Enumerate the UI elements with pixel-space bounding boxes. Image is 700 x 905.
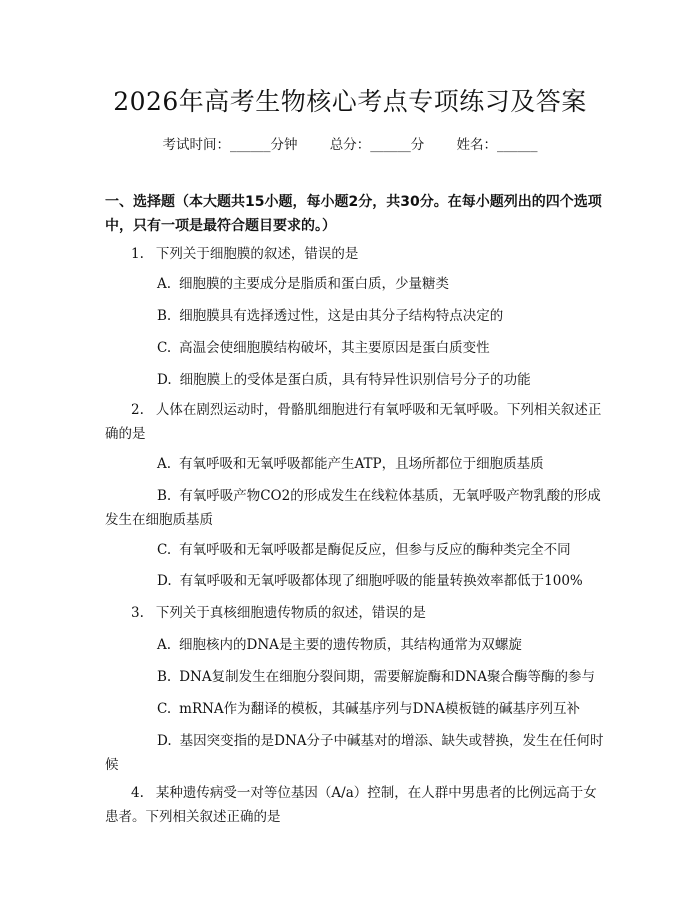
option-text: 基因突变指的是DNA分子中碱基对的增添、缺失或替换，发生在任何时候 — [105, 733, 604, 773]
option-letter: C. — [157, 542, 172, 558]
question-stem: 人体在剧烈运动时，骨骼肌细胞进行有氧呼吸和无氧呼吸。下列相关叙述正确的是 — [105, 402, 602, 442]
question-number: 3. — [131, 605, 144, 621]
option-letter: B. — [157, 669, 172, 685]
option-text: DNA复制发生在细胞分裂间期，需要解旋酶和DNA聚合酶等酶的参与 — [179, 669, 595, 685]
option-letter: C. — [157, 701, 172, 717]
exam-meta — [0, 133, 700, 153]
exam-time-field: 考试时间：______分钟 — [162, 137, 298, 153]
question-number: 2. — [131, 402, 144, 418]
section-heading: 一、选择题（本大题共15小题，每小题2分，共30分。在每小题列出的四个选项中，只有一项是最符合题目要求的。） — [105, 194, 602, 234]
question-2-option-a — [105, 452, 605, 476]
option-text: 细胞膜具有选择透过性，这是由其分子结构特点决定的 — [179, 308, 504, 324]
option-text: 细胞核内的DNA是主要的遗传物质，其结构通常为双螺旋 — [179, 637, 522, 653]
option-text: mRNA作为翻译的模板，其碱基序列与DNA模板链的碱基序列互补 — [179, 701, 581, 717]
question-2-option-b — [105, 484, 605, 532]
option-letter: D. — [157, 573, 172, 589]
option-letter: D. — [157, 372, 172, 388]
question-3-option-c — [105, 697, 605, 721]
option-letter: B. — [157, 488, 172, 504]
student-name-field: 姓名：______ — [456, 137, 538, 153]
option-letter: C. — [157, 340, 172, 356]
option-text: 有氧呼吸和无氧呼吸都体现了细胞呼吸的能量转换效率都低于100% — [179, 573, 583, 589]
question-stem: 某种遗传病受一对等位基因（A/a）控制，在人群中男患者的比例远高于女患者。下列相关叙述正确的是 — [105, 785, 597, 825]
question-stem: 下列关于细胞膜的叙述，错误的是 — [155, 246, 359, 262]
question-3 — [105, 601, 605, 625]
question-2 — [105, 398, 605, 446]
option-letter: D. — [157, 733, 172, 749]
question-4 — [105, 781, 605, 829]
option-letter: A. — [157, 276, 172, 292]
option-text: 高温会使细胞膜结构破坏，其主要原因是蛋白质变性 — [179, 340, 490, 356]
question-1 — [105, 242, 605, 266]
question-1-option-b — [105, 304, 605, 328]
question-number: 1. — [131, 246, 144, 262]
question-number: 4. — [131, 785, 144, 801]
question-2-option-c — [105, 538, 605, 562]
option-text: 有氧呼吸产物CO2的形成发生在线粒体基质，无氧呼吸产物乳酸的形成发生在细胞质基质 — [105, 488, 601, 528]
question-3-option-a — [105, 633, 605, 657]
option-text: 细胞膜上的受体是蛋白质，具有特异性识别信号分子的功能 — [179, 372, 531, 388]
question-3-option-b — [105, 665, 605, 689]
option-letter: A. — [157, 637, 172, 653]
option-letter: B. — [157, 308, 172, 324]
question-stem: 下列关于真核细胞遗传物质的叙述，错误的是 — [155, 605, 426, 621]
option-letter: A. — [157, 456, 172, 472]
option-text: 有氧呼吸和无氧呼吸都是酶促反应，但参与反应的酶种类完全不同 — [179, 542, 571, 558]
option-text: 细胞膜的主要成分是脂质和蛋白质，少量糖类 — [179, 276, 450, 292]
page-title: 2026年高考生物核心考点专项练习及答案 — [113, 87, 587, 116]
question-2-option-d — [105, 569, 605, 593]
question-3-option-d — [105, 729, 605, 777]
question-1-option-a — [105, 272, 605, 296]
total-score-field: 总分：______分 — [329, 137, 425, 153]
question-1-option-d — [105, 368, 605, 392]
option-text: 有氧呼吸和无氧呼吸都能产生ATP，且场所都位于细胞质基质 — [179, 456, 544, 472]
question-1-option-c — [105, 336, 605, 360]
